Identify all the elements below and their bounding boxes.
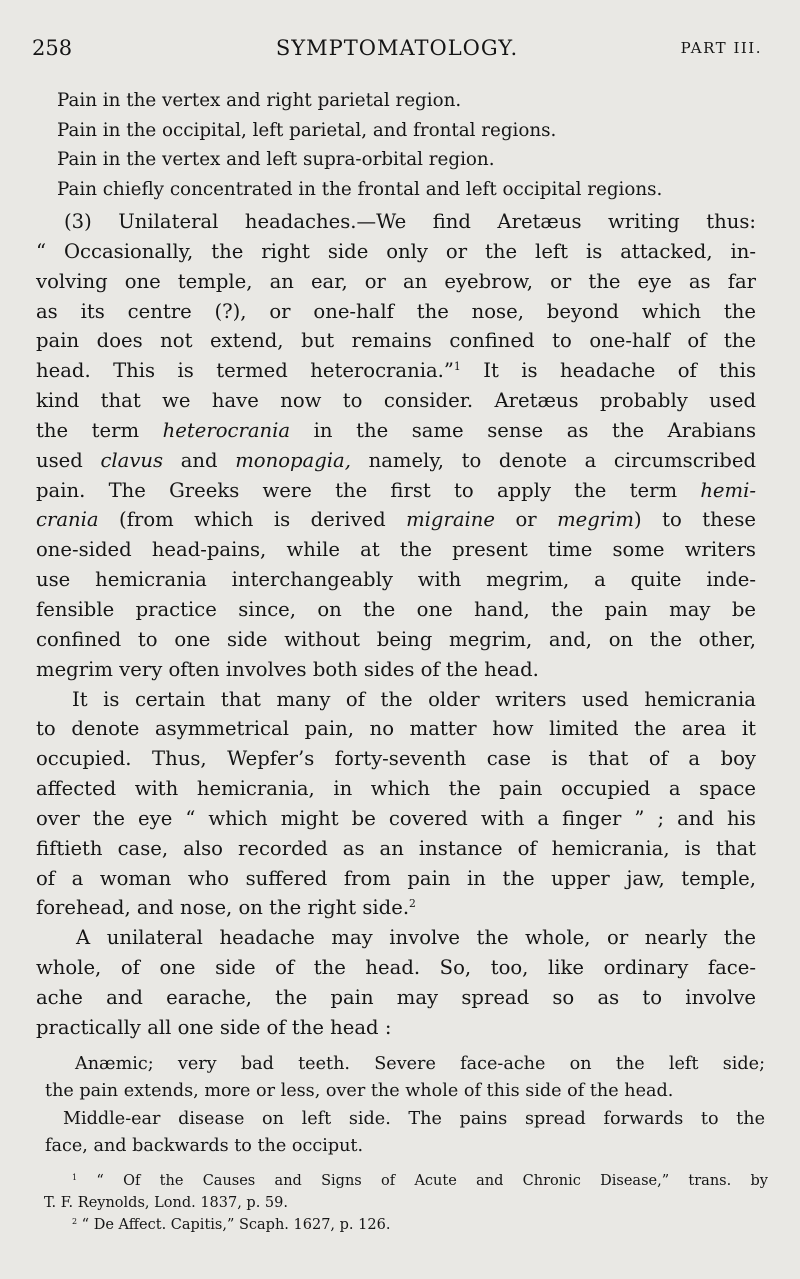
paragraph-1-line <box>36 505 756 535</box>
italic-term: monopagia, <box>235 448 351 472</box>
text-run: pain. The Greeks were the first to apply the term <box>36 478 701 502</box>
text-run: namely, to denote a circumscribed <box>350 448 756 472</box>
paragraph-3-line: A unilateral headache may involve the whole, or nearly the <box>76 926 756 950</box>
paragraph-1-line <box>36 356 756 386</box>
example-line: the pain extends, more or less, over the whole of this side of the head. <box>45 1081 674 1102</box>
case-item: Pain in the vertex and left supra-orbital region. <box>57 149 495 170</box>
paragraph-1-line: fensible practice since, on the one hand, the pain may be <box>36 597 756 621</box>
example-line: Anæmic; very bad teeth. Severe face-ache on the left side; <box>75 1054 765 1074</box>
footnote-mark: 2 <box>72 1216 78 1226</box>
italic-term: hemi- <box>700 478 756 502</box>
footnote-mark: 1 <box>72 1172 78 1182</box>
paragraph-1-line <box>36 416 756 446</box>
paragraph-1-line: use hemicrania interchangeably with megrim, a quite inde- <box>36 568 756 592</box>
example-line: face, and backwards to the occiput. <box>45 1135 364 1156</box>
case-item: Pain in the vertex and right parietal region. <box>57 90 462 111</box>
footnote-1-cont: T. F. Reynolds, Lond. 1837, p. 59. <box>44 1194 288 1211</box>
italic-term: clavus <box>100 448 164 472</box>
text-run: “ De Affect. Capitis,” Scaph. 1627, p. 126. <box>77 1216 391 1233</box>
text-run: and <box>163 448 236 472</box>
case-list <box>57 86 662 204</box>
paragraph-1-line: one-sided head-pains, while at the present time some writers <box>36 538 756 562</box>
case-item: Pain in the occipital, left parietal, and frontal regions. <box>57 119 557 141</box>
text-run: the term <box>36 418 163 442</box>
text-run: It is headache of this <box>460 359 756 383</box>
paragraph-2-line: affected with hemicrania, in which the pain occupied a space <box>36 777 756 801</box>
paragraph-2-line: over the eye “ which might be covered with a finger ” ; and his <box>36 806 756 830</box>
paragraph-2-line: occupied. Thus, Wepfer’s forty-seventh case is that of a boy <box>36 747 756 771</box>
italic-term: crania <box>36 508 99 532</box>
case-examples <box>45 1051 765 1160</box>
body-text <box>36 207 756 1043</box>
paragraph-1-line <box>36 476 756 506</box>
text-run: (from which is derived <box>98 508 407 532</box>
text-run: in the same sense as the Arabians <box>290 418 757 442</box>
paragraph-1-line: pain does not extend, but remains confined to one-half of the <box>36 329 756 353</box>
footnote-1 <box>58 1171 768 1193</box>
page-number: 258 <box>32 36 73 60</box>
paragraph-1-line: as its centre (?), or one-half the nose, beyond which the <box>36 299 756 323</box>
footnote-ref-2: 2 <box>409 897 416 911</box>
running-title: SYMPTOMATOLOGY. <box>275 36 519 60</box>
italic-term: migraine <box>406 508 495 532</box>
paragraph-1-line: confined to one side without being megrim, and, on the other, <box>36 627 756 651</box>
paragraph-3-line: whole, of one side of the head. So, too, like ordinary face- <box>36 956 756 980</box>
running-header <box>32 36 762 66</box>
paragraph-1-line: “ Occasionally, the right side only or the left is attacked, in- <box>36 239 756 263</box>
italic-term: megrim <box>557 508 635 532</box>
paragraph-2-line: to denote asymmetrical pain, no matter how limited the area it <box>36 717 756 741</box>
paragraph-3-line: practically all one side of the head : <box>36 1015 392 1039</box>
paragraph-1-line: volving one temple, an ear, or an eyebrow, or the eye as far <box>36 269 756 293</box>
paragraph-2-line: It is certain that many of the older writers used hemicrania <box>72 687 756 711</box>
footnote-2 <box>58 1215 768 1237</box>
example-line: Middle-ear disease on left side. The pains spread forwards to the <box>63 1108 765 1129</box>
text-run: ) to these <box>634 508 756 532</box>
case-item: Pain chiefly concentrated in the frontal and left occipital regions. <box>57 178 663 200</box>
text-run: head. This is termed heterocrania.” <box>36 359 454 383</box>
paragraph-1-line: kind that we have now to consider. Aretæus probably used <box>36 389 756 413</box>
text-run: or <box>495 508 558 532</box>
paragraph-2-line: of a woman who suffered from pain in the upper jaw, temple, <box>36 866 756 890</box>
paragraph-1-line: megrim very often involves both sides of the head. <box>36 657 539 681</box>
footnote-ref-1: 1 <box>453 360 461 374</box>
text-run: “ Of the Causes and Signs of Acute and Chronic Disease,” trans. by <box>77 1173 768 1189</box>
italic-term: heterocrania <box>162 418 291 442</box>
part-label: PART III. <box>680 39 762 57</box>
paragraph-2-line: fiftieth case, also recorded as an instance of hemicrania, is that <box>36 836 756 860</box>
paragraph-1-line <box>36 446 756 476</box>
paragraph-2-line <box>36 893 756 923</box>
text-run: forehead, and nose, on the right side. <box>36 896 410 920</box>
paragraph-1-line: (3) Unilateral headaches.—We find Aretæus writing thus: <box>64 210 756 233</box>
text-run: used <box>36 448 101 472</box>
footnotes <box>44 1171 768 1236</box>
paragraph-3-line: ache and earache, the pain may spread so as to involve <box>36 985 756 1009</box>
